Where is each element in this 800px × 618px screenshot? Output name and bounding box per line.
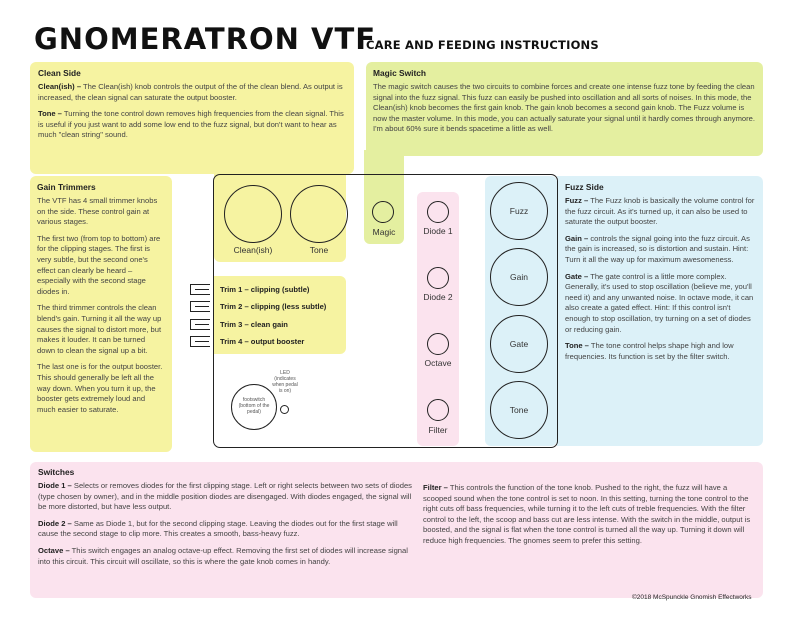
octave-switch-label: Octave bbox=[424, 358, 452, 368]
footswitch-label: footswitch (bottom of the pedal) bbox=[238, 397, 270, 415]
clean-side-p1: Clean(ish) – The Clean(ish) knob controls the output of the of the clean blend. As output is increased, the clean signal can saturate the output booster. bbox=[38, 82, 343, 102]
magic-switch-label: Magic bbox=[372, 227, 396, 237]
clean-side-heading: Clean Side bbox=[38, 68, 81, 78]
trim1-label: Trim 1 – clipping (subtle) bbox=[220, 285, 310, 294]
fuzz-side-box bbox=[557, 176, 763, 446]
gain-trimmers-p3: The third trimmer controls the clean blend's gain. Turning it all the way up causes the signal to distort more, but makes it louder. It can be turned down to clean the signal up a bit. bbox=[37, 303, 162, 355]
gain-trimmers-box bbox=[30, 176, 172, 452]
gain-trimmers-p1: The VTF has 4 small trimmer knobs on the side. These control gain at various stages. bbox=[37, 196, 158, 227]
trim1-tick bbox=[195, 289, 209, 290]
gain-trimmers-p4: The last one is for the output booster. This should generally be left all the way down. When you turn it up, the booster gets extremely loud and much easier to saturate. bbox=[37, 362, 163, 414]
diode1-switch-label: Diode 1 bbox=[423, 226, 453, 236]
trim4-label: Trim 4 – output booster bbox=[220, 337, 305, 346]
switches-heading: Switches bbox=[38, 467, 75, 477]
magic-switch-box bbox=[366, 62, 763, 156]
cleanish-knob-label: Clean(ish) bbox=[233, 245, 273, 255]
trim4-tick bbox=[195, 341, 209, 342]
octave-switch[interactable] bbox=[427, 333, 449, 355]
filter-switch[interactable] bbox=[427, 399, 449, 421]
diode2-switch[interactable] bbox=[427, 267, 449, 289]
page-subtitle: CARE AND FEEDING INSTRUCTIONS bbox=[366, 38, 599, 52]
clean-side-box bbox=[30, 62, 354, 174]
led-indicator bbox=[280, 405, 289, 414]
fuzz-side-heading: Fuzz Side bbox=[565, 182, 604, 192]
fuzz-side-p4: Tone – The tone control helps shape high and low frequencies. Its function is set by the filter switch. bbox=[565, 341, 734, 361]
clean-tone-knob-label: Tone bbox=[309, 245, 329, 255]
switches-left-col bbox=[38, 467, 416, 573]
cleanish-knob[interactable] bbox=[224, 185, 282, 243]
switches-diode2: Diode 2 – Same as Diode 1, but for the second clipping stage. Leaving the diodes out for the first stage will cause the second stage to clip more. This creates a smooth, bass-heavy fuzz. bbox=[38, 518, 398, 539]
gain-knob-label: Gain bbox=[510, 272, 528, 282]
copyright: ©2018 McSpunckle Gnomish Effectworks bbox=[632, 594, 752, 601]
fuzz-knob-label: Fuzz bbox=[509, 206, 529, 216]
gate-knob-label: Gate bbox=[509, 339, 529, 349]
filter-switch-label: Filter bbox=[428, 425, 448, 435]
switches-diode1: Diode 1 – Selects or removes diodes for the first clipping stage. Left or right selects between two sets of diodes (type chosen by owner), and in the middle position diodes are disengaged. With diodes engaged, the signal will be more distorted, but have less output. bbox=[38, 481, 412, 512]
fuzz-side-p3: Gate – The gate control is a little more complex. Generally, it's used to stop oscillation (believe me, you'll need it) and any unwanted noise. In octave mode, it can also create a gated effect. Hint: If this control isn't enough to stop oscillation, try turning on a set of diodes or reducing gain. bbox=[565, 271, 754, 334]
fuzz-tone-knob-label: Tone bbox=[509, 405, 529, 415]
gain-trimmers-heading: Gain Trimmers bbox=[37, 182, 96, 192]
switches-right-col bbox=[423, 483, 757, 553]
magic-switch-heading: Magic Switch bbox=[373, 68, 427, 78]
diode1-switch[interactable] bbox=[427, 201, 449, 223]
magic-switch-text: The magic switch causes the two circuits to combine forces and create one intense fuzz tone by feeding the clean signal into the fuzz signal. This fuzz can easily be pushed into oscillation and all sorts of noises. In this mode, the Clean(ish) knob becomes the first gain knob. The gain knob becomes a second gain knob. The Fuzz volume is now the master volume. In this mode, you can actually saturate your signal until it hardly comes through anymore. I'm about 60% sure it bends spacetime a little as well. bbox=[373, 82, 755, 134]
magic-switch[interactable] bbox=[372, 201, 394, 223]
trim2-label: Trim 2 – clipping (less subtle) bbox=[220, 302, 327, 311]
trim3-tick bbox=[195, 324, 209, 325]
led-label: LED (indicates when pedal is on) bbox=[272, 370, 298, 394]
trim2-tick bbox=[195, 306, 209, 307]
clean-tone-knob[interactable] bbox=[290, 185, 348, 243]
switches-octave: Octave – This switch engages an analog octave-up effect. Removing the first set of diodes will increase signal into this circuit. This circuit will oscillate, so this is where the gate knob comes in handy. bbox=[38, 545, 408, 566]
switches-filter: Filter – This controls the function of the tone knob. Pushed to the right, the fuzz will have a scooped sound when the tone control is set to noon. In this setting, turning the tone control to the right cuts off bass frequencies, while turning it to the left cuts of treble frequencies. With the filter control to the left, the scoop and bass cut are less intense. With the switch in the middle, output is boosted, and the signal is flat when the tone control is turned all the way up. Turning it down will reduce high frequencies. The gnomes seem to prefer this setting. bbox=[423, 483, 751, 545]
gain-trimmers-p2: The first two (from top to bottom) are for the clipping stages. The first is very subtle, but the second one's effect can clearly be heard – especially with the second stage diodes in. bbox=[37, 233, 161, 296]
page-title: GNOMERATRON VTF bbox=[34, 22, 377, 56]
trim3-label: Trim 3 – clean gain bbox=[220, 320, 288, 329]
fuzz-side-p2: Gain – controls the signal going into the fuzz circuit. As the gain is increased, so is distortion and sustain. Hint: Turn it all the way up for maximum awesomeness. bbox=[565, 233, 750, 264]
diode2-switch-label: Diode 2 bbox=[423, 292, 453, 302]
fuzz-side-p1: Fuzz – The Fuzz knob is basically the volume control for the fuzz circuit. As it's turned up, it can also be used to saturate the output booster. bbox=[565, 196, 755, 227]
clean-side-p2: Tone – Turning the tone control down removes high frequencies from the clean signal. This is useful if you just want to add some low end to the fuzz signal, but don't want to hear as much "clean string" sound. bbox=[38, 109, 344, 140]
